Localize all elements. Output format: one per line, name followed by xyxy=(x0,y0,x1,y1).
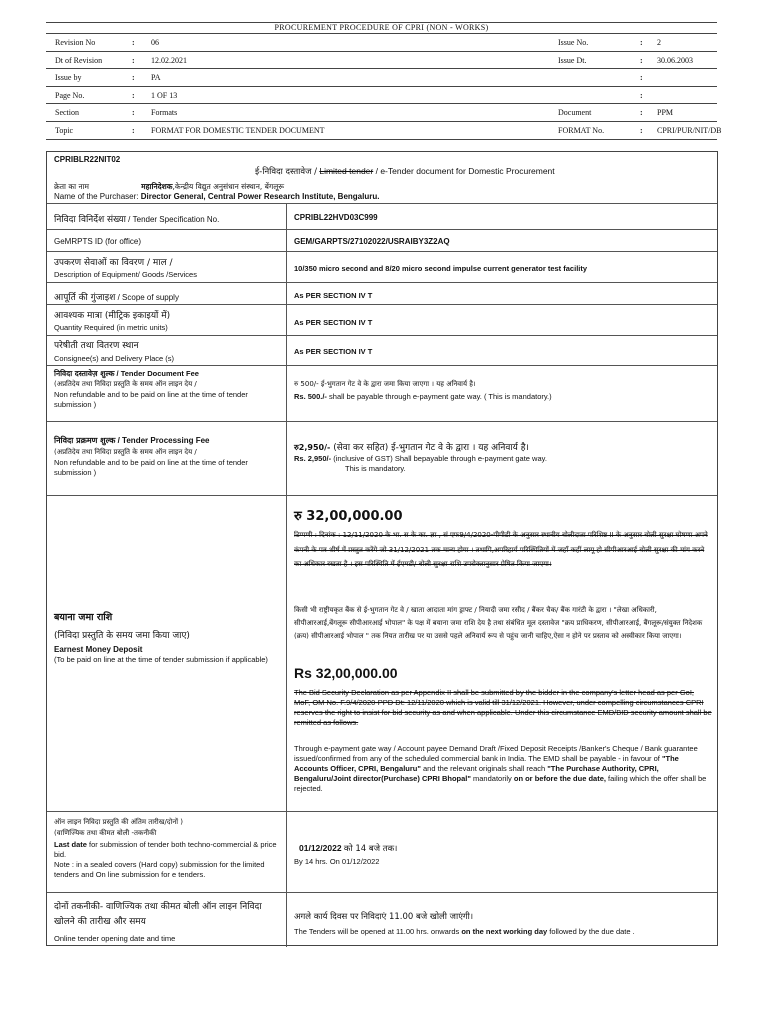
tender-details-table xyxy=(46,151,718,946)
header-label-2: Issue Dt. xyxy=(558,55,587,65)
header-colon-2: : xyxy=(640,90,643,100)
row-divider xyxy=(47,811,717,812)
processing-fee-note: Non refundable and to be paid on line at the time of tender submission ) xyxy=(54,458,248,477)
header-colon: : xyxy=(132,125,135,135)
opening-value-hindi: अगले कार्य दिवस पर निविदाएं 11.00 बजे खोली जाएंगी। xyxy=(294,912,474,922)
header-value: FORMAT FOR DOMESTIC TENDER DOCUMENT xyxy=(151,125,325,135)
emd-declaration-note: The Bid Security Declaration as per Appendix II shall be submitted by the bidder in the company's letter head as per GoI, MoF, OM No. F.9/4/2020-PPD Dt: 12/11/2020 which is valid till 31/12/2021. However, under compelling circumstances CPRI reserves the right to insist for bid security as and when applicable. Under this circumstance EMD/BID security amount shall be remitted as follows. xyxy=(294,688,712,727)
description-label: Description of Equipment/ Goods /Services xyxy=(54,270,197,279)
document-fee-value-hindi: रु 500/- ई-भुगतान गेट वे के द्वारा जमा किया जाएगा । यह अनिवार्य है। xyxy=(294,380,476,388)
header-label-2: Document xyxy=(558,108,592,118)
header-label: Dt of Revision xyxy=(55,55,103,65)
last-date-value-hindi: 01/12/2022 को 14 बजे तक। xyxy=(299,843,398,854)
emd-label: Earnest Money Deposit xyxy=(54,645,143,654)
header-label: Page No. xyxy=(55,90,85,100)
header-value: Formats xyxy=(151,108,178,118)
row-divider xyxy=(47,335,717,336)
description-value: 10/350 micro second and 8/20 micro second impulse current generator test facility xyxy=(294,264,588,273)
row-divider xyxy=(47,304,717,305)
header-value: 06 xyxy=(151,38,159,47)
header-row-page xyxy=(46,87,717,105)
header-label: Section xyxy=(55,108,79,118)
row-divider xyxy=(47,365,717,366)
row-divider xyxy=(47,892,717,893)
header-colon: : xyxy=(132,90,135,100)
scope-value: As PER SECTION IV T xyxy=(294,291,373,300)
header-value-2: 2 xyxy=(657,38,661,47)
header-row-section xyxy=(46,104,717,122)
processing-fee-mandatory: This is mandatory. xyxy=(345,464,406,473)
column-divider xyxy=(286,203,287,947)
header-colon: : xyxy=(132,73,135,83)
emd-label-note: (To be paid on line at the time of tender submission if applicable) xyxy=(54,655,268,664)
emd-payment-hindi: किसी भी राष्ट्रीयकृत बैंक से ई-भुगतान गेट वे / खाता आदाता मांग ड्राफ्ट / नियादी जमा रसीद / बैंकर चैक/ बैंक गारंटी के द्वारा । "लेखा अधिकारी, सीपीआरआई,बेंगलूरू सीपीआरआई भोपाल" के पक्ष में बयाना जमा राशि देय है तथा संबंधित मूल दस्तावेज "क्रय प्राधिकरण, सीपीआरआई, बैंगलूरू/संयुक्त निदेशक (क्रय) सीपीआरआई भोपाल " तक नियत तारीख पर या उससे पहले अनिवार्य रूप से पहुंच जानी चाहिए,ऐसा न होने पर प्रस्ताव को अस्वीकार किया जाएगा। xyxy=(294,606,703,640)
header-value-2: PPM xyxy=(657,108,674,118)
header-value-2: CPRI/PUR/NIT/DB xyxy=(657,125,722,135)
document-ref: CPRIBLR22NIT02 xyxy=(54,155,121,164)
row-divider xyxy=(47,251,717,252)
last-date-label: Last date for submission of tender both techno-commercial & price bid. xyxy=(54,840,277,859)
header-row-revision xyxy=(46,34,717,52)
document-fee-value: Rs. 500./- shall be payable through e-payment gate way. ( This is mandatory.) xyxy=(294,392,552,401)
last-date-label-hindi-2: (वाणिज्यिक तथा कीमत बोली -तकनीकी xyxy=(54,829,157,837)
row-divider xyxy=(47,282,717,283)
consignee-label-hindi: परेषीती तथा वितरण स्थान xyxy=(54,341,139,351)
row-divider xyxy=(47,495,717,496)
emd-amount: Rs 32,00,000.00 xyxy=(294,665,398,681)
gem-label: GeMRPTS ID (for office) xyxy=(54,237,141,246)
description-label-hindi: उपकरण सेवाओं का विवरण / माल / xyxy=(54,258,173,268)
processing-fee-value-hindi: रु2,950/- (सेवा कर सहित) ई-भुगतान गेट वे के द्वारा । यह अनिवार्य है। xyxy=(294,443,529,453)
emd-label-hindi: बयाना जमा राशि xyxy=(54,612,113,623)
consignee-label: Consignee(s) and Delivery Place (s) xyxy=(54,354,175,363)
emd-declaration-note-hindi: टिप्पणी : दिनांक : 12/11/2020 के भा. स के का. ज्ञा , सं एफ9/4/2020-पीपीडी के अनुसार स्थानीय बोलीदाता परिशिष्ट II के अनुसार बोली सुरक्षा घोषणा अपने कंपनी के पत्र शीर्ष में प्रस्तुत करेंगे जो 31/12/2021 तक मान्य होगा । तथापि,अपरिहार्य परिस्थितियों में जहाँ कहीं लागू हो सीपीआरआई बोली सुरक्षा की मांग करने का अधिकार रखता है । इस परिस्थिति में ईएमडी/ बोली सुरक्षा राशि उपरोक्तानुसार प्रेषित किया जाएगा। xyxy=(294,531,708,568)
header-colon: : xyxy=(132,55,135,65)
emd-amount-hindi: रु 32,00,000.00 xyxy=(294,509,403,524)
quantity-label-hindi: आवश्यक मात्रा (मीट्रिक इकाइयों में) xyxy=(54,311,171,321)
header-row-issue-by xyxy=(46,69,717,87)
last-date-note: Note : in a sealed covers (Hard copy) submission for the limited tenders and On line submission for e tenders. xyxy=(54,860,265,879)
header-colon-2: : xyxy=(640,73,643,83)
header-colon-2: : xyxy=(640,38,643,47)
gem-value: GEM/GARPTS/27102022/USRAIBY3Z2AQ xyxy=(294,237,450,246)
processing-fee-value: Rs. 2,950/- (inclusive of GST) Shall bepayable through e-payment gate way. xyxy=(294,454,547,463)
header-row-topic xyxy=(46,122,722,140)
opening-label-hindi: दोनों तकनीकी- वाणिज्यिक तथा कीमत बोली ऑन लाइन निविदा खोलने की तारीख और समय xyxy=(54,902,262,927)
spec-label: निविदा विनिर्देश संख्या / Tender Specification No. xyxy=(54,215,220,225)
header-label: Topic xyxy=(55,125,74,135)
quantity-value: As PER SECTION IV T xyxy=(294,318,373,327)
document-fee-note-hindi: (अप्रतिदेय तथा निविदा प्रस्तुति के समय ऑन लाइन देय / xyxy=(54,380,197,388)
row-divider xyxy=(47,229,717,230)
header-row-revision-date xyxy=(46,52,717,70)
header-colon-2: : xyxy=(640,108,643,118)
header-colon-2: : xyxy=(640,55,643,65)
header-label: Revision No xyxy=(55,38,96,47)
opening-value: The Tenders will be opened at 11.00 hrs. onwards on the next working day followed by the due date . xyxy=(294,927,635,936)
opening-label: Online tender opening date and time xyxy=(54,934,176,943)
processing-fee-note-hindi: (अप्रतिदेय तथा निविदा प्रस्तुति के समय ऑन लाइन देय / xyxy=(54,448,197,456)
document-fee-note: Non refundable and to be paid on line at the time of tender submission ) xyxy=(54,390,248,409)
header-value: 12.02.2021 xyxy=(151,55,187,65)
header-label-2: Issue No. xyxy=(558,38,589,47)
header-value: 1 OF 13 xyxy=(151,90,178,100)
last-date-value: By 14 hrs. On 01/12/2022 xyxy=(294,857,380,866)
header-label: Issue by xyxy=(55,73,82,83)
last-date-label-hindi: ऑन लाइन निविदा प्रस्तुति की अंतिम तारीख/दोनों ) xyxy=(54,818,183,826)
scope-label: आपूर्ति की गुंजाइश / Scope of supply xyxy=(54,293,179,303)
header-colon-2: : xyxy=(640,125,643,135)
header-title: PROCUREMENT PROCEDURE OF CPRI (NON - WORKS) xyxy=(46,23,717,34)
purchaser-hindi: क्रेता का नाम महानिदेशक,केन्द्रीय विद्युत अनुसंधान संस्थान, बेंगलूरू xyxy=(54,182,285,191)
document-title: ई-निविदा दस्तावेज / Limited tender / e-Tender document for Domestic Procurement xyxy=(255,166,555,177)
emd-label-hindi-note: (निविदा प्रस्तुति के समय जमा किया जाए) xyxy=(54,631,190,641)
header-colon: : xyxy=(132,38,135,47)
row-divider xyxy=(47,203,717,204)
row-divider xyxy=(47,421,717,422)
spec-value: CPRIBL22HVD03C999 xyxy=(294,213,378,222)
header-colon: : xyxy=(132,108,135,118)
emd-payment-details: Through e-payment gate way / Account payee Demand Draft /Fixed Deposit Receipts /Banker's Cheque / Bank guarantee issued/confirmed from any of the scheduled commercial bank in India. The EMD shall be payable - in favour of "The Accounts Officer, CPRI, Bengaluru" and the relevant originals shall reach "The Purchase Authority, CPRI, Bengaluru/Joint director(Purchase) CPRI Bhopal" mandatorily on or before the due date, failing which the offer shall be rejected. xyxy=(294,744,707,793)
procedure-header xyxy=(46,22,722,140)
processing-fee-label: निविदा प्रक्रमण शुल्क / Tender Processing Fee xyxy=(54,436,210,445)
purchaser-english: Name of the Purchaser: Director General, Central Power Research Institute, Bengaluru. xyxy=(54,192,380,201)
document-fee-label: निविदा दस्तावेज़ शुल्क / Tender Document Fee xyxy=(54,369,199,378)
header-value: PA xyxy=(151,73,161,83)
quantity-label: Quantity Required (in metric units) xyxy=(54,323,168,332)
consignee-value: As PER SECTION IV T xyxy=(294,347,373,356)
header-label-2: FORMAT No. xyxy=(558,125,605,135)
header-value-2: 30.06.2003 xyxy=(657,55,693,65)
